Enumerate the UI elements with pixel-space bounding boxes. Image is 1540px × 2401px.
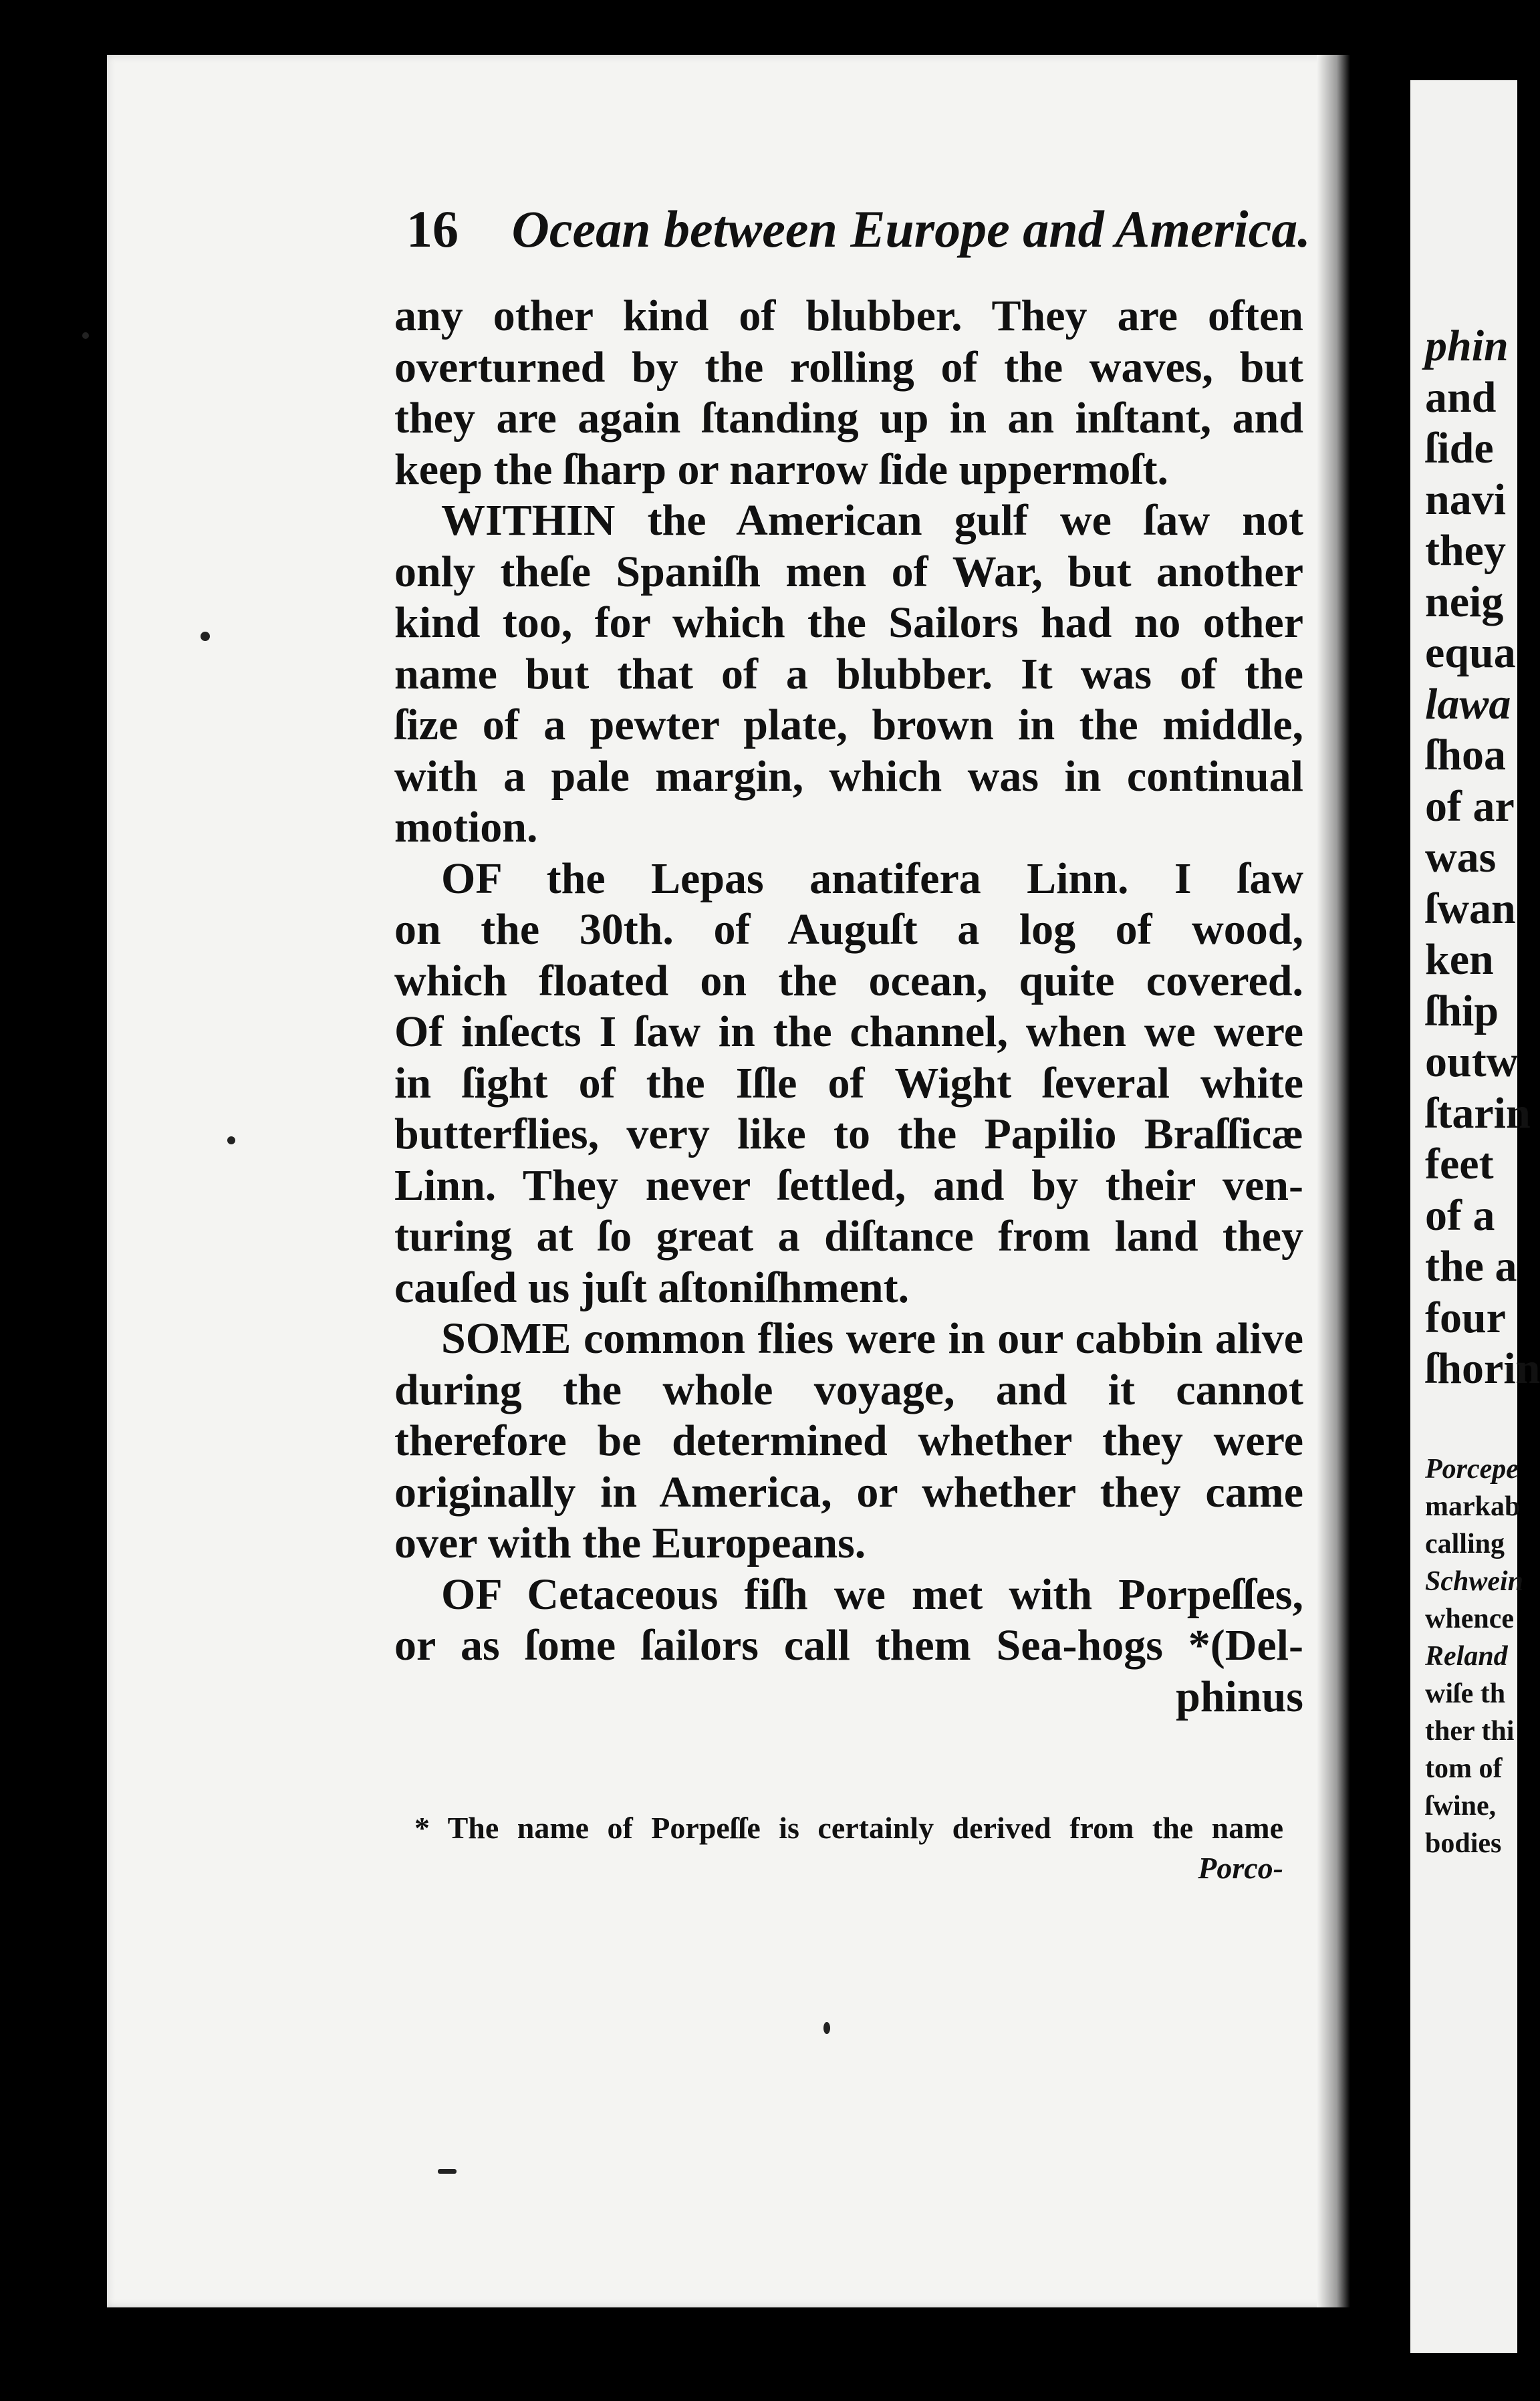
text-line: turing at ſo great a diſtance from land they bbox=[394, 1212, 1303, 1261]
text-line: with a pale margin, which was in continual bbox=[394, 751, 1303, 801]
facing-line: they bbox=[1425, 526, 1506, 575]
page-number: 16 bbox=[406, 200, 459, 258]
catchword: phinus bbox=[1176, 1672, 1303, 1721]
text-line: OF Cetaceous fiſh we met with Porpeſſes, bbox=[441, 1569, 1303, 1619]
text-line: OF the Lepas anatifera Linn. I ſaw bbox=[441, 854, 1303, 903]
text-line: SOME common flies were in our cabbin alive bbox=[441, 1314, 1303, 1363]
ink-speck bbox=[823, 2022, 830, 2034]
text-line: in ſight of the Iſle of Wight ſeveral white bbox=[394, 1058, 1303, 1108]
facing-line: ken bbox=[1425, 935, 1494, 984]
ink-speck bbox=[82, 332, 89, 339]
facing-line: feet bbox=[1425, 1140, 1494, 1188]
facing-line: ſhip bbox=[1425, 986, 1499, 1035]
text-line: overturned by the rolling of the waves, but bbox=[394, 342, 1303, 392]
facing-line: navi bbox=[1425, 475, 1507, 524]
text-line: on the 30th. of Auguſt a log of wood, bbox=[394, 905, 1303, 954]
facing-footnote-line: tom of bbox=[1425, 1753, 1503, 1784]
page-edge bbox=[1317, 55, 1350, 2307]
facing-line: neig bbox=[1425, 577, 1504, 626]
facing-line: was bbox=[1425, 833, 1497, 882]
facing-line: equa bbox=[1425, 628, 1516, 677]
footnote-line: * The name of Porpeſſe is certainly derived from the name bbox=[414, 1811, 1283, 1845]
facing-body-text bbox=[1410, 321, 1540, 1395]
facing-footnote-line: bodies bbox=[1425, 1828, 1502, 1859]
facing-line: ſide bbox=[1425, 424, 1494, 473]
ink-speck bbox=[201, 632, 210, 641]
footnote bbox=[414, 1808, 1283, 1888]
text-line: kind too, for which the Sailors had no other bbox=[394, 598, 1303, 647]
facing-line: ſhoa bbox=[1425, 731, 1507, 779]
text-line: Linn. They never ſettled, and by their ven- bbox=[394, 1160, 1303, 1210]
facing-footnote bbox=[1410, 1450, 1523, 1862]
facing-line: outw bbox=[1425, 1037, 1519, 1086]
ink-speck bbox=[227, 1136, 235, 1144]
facing-line: and bbox=[1425, 372, 1497, 422]
body-text bbox=[394, 291, 1303, 1723]
text-line: cauſed us juſt aſtoniſhment. bbox=[394, 1263, 910, 1312]
text-line: originally in America, or whether they came bbox=[394, 1467, 1303, 1517]
running-head bbox=[406, 199, 1311, 259]
facing-line: ſhorin bbox=[1425, 1344, 1540, 1393]
running-title: Ocean between Europe and America. bbox=[511, 200, 1311, 258]
text-line: keep the ſharp or narrow ſide uppermoſt. bbox=[394, 445, 1169, 494]
text-line: Of inſects I ſaw in the channel, when we were bbox=[394, 1007, 1303, 1056]
facing-line: ſwan bbox=[1425, 884, 1516, 933]
facing-line: ſtarin bbox=[1425, 1088, 1531, 1138]
ink-speck bbox=[438, 2169, 457, 2174]
text-line: over with the Europeans. bbox=[394, 1519, 866, 1567]
facing-footnote-line: Porcepe bbox=[1425, 1454, 1519, 1485]
facing-line: four bbox=[1425, 1293, 1506, 1342]
facing-footnote-line: Reland bbox=[1425, 1641, 1508, 1672]
text-line: only theſe Spaniſh men of War, but another bbox=[394, 547, 1303, 596]
facing-line: lawa bbox=[1425, 679, 1511, 729]
text-line: motion. bbox=[394, 803, 538, 852]
facing-line: of ar bbox=[1425, 781, 1515, 831]
text-line: butterflies, very like to the Papilio Braſſicæ bbox=[394, 1110, 1303, 1158]
text-line: which floated on the ocean, quite covered. bbox=[394, 956, 1303, 1005]
facing-page-fragment bbox=[1410, 80, 1540, 2353]
facing-footnote-line: whence bbox=[1425, 1604, 1514, 1634]
text-line: or as ſome ſailors call them Sea-hogs *(Del- bbox=[394, 1621, 1303, 1670]
text-line: they are again ſtanding up in an inſtant, and bbox=[394, 394, 1303, 443]
facing-footnote-line: wiſe th bbox=[1425, 1678, 1506, 1709]
text-line: during the whole voyage, and it cannot bbox=[394, 1365, 1303, 1414]
facing-line: the a bbox=[1425, 1242, 1517, 1291]
facing-footnote-line: ſwine, bbox=[1425, 1791, 1497, 1821]
text-line: WITHIN the American gulf we ſaw not bbox=[441, 496, 1303, 545]
footnote-catchword: Porco- bbox=[1198, 1851, 1283, 1885]
facing-footnote-line: markab bbox=[1425, 1491, 1521, 1522]
facing-footnote-line: ther thi bbox=[1425, 1716, 1515, 1747]
facing-line: of a bbox=[1425, 1190, 1495, 1240]
facing-line: phin bbox=[1425, 322, 1509, 370]
text-line: ſize of a pewter plate, brown in the middle, bbox=[394, 701, 1303, 749]
text-line: name but that of a blubber. It was of the bbox=[394, 649, 1303, 699]
facing-footnote-line: Schwein bbox=[1425, 1566, 1524, 1597]
text-line: therefore be determined whether they were bbox=[394, 1416, 1303, 1465]
text-line: any other kind of blubber. They are often bbox=[394, 291, 1303, 340]
facing-footnote-line: calling bbox=[1425, 1529, 1505, 1559]
